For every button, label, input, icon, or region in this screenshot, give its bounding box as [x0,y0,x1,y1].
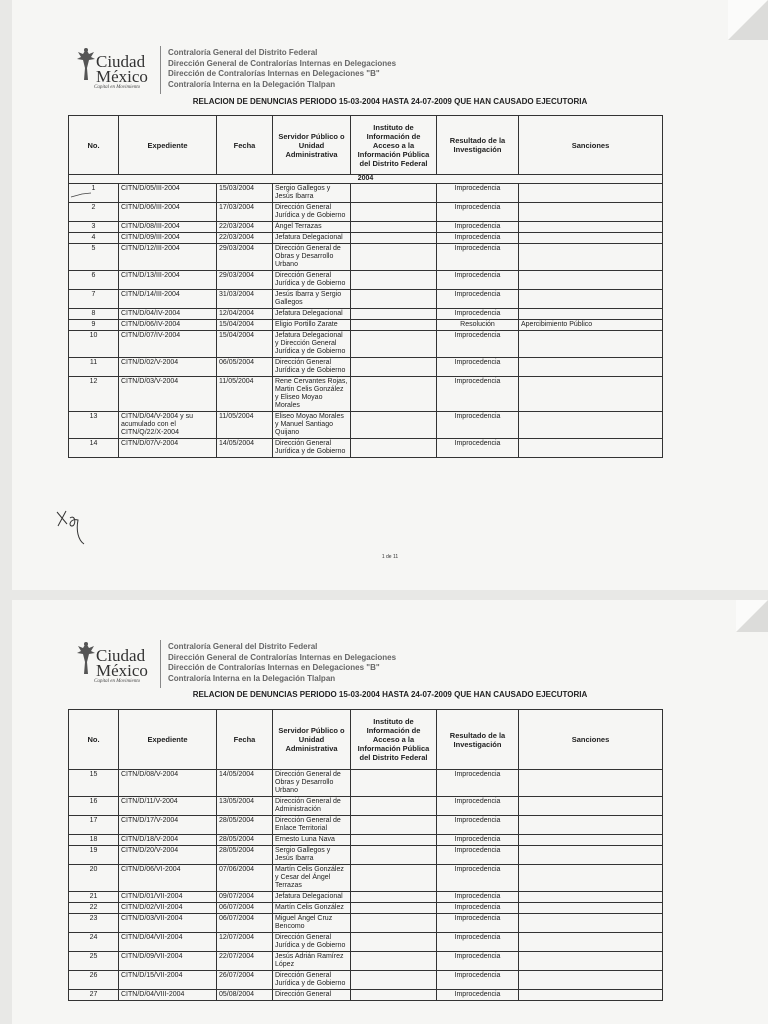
cell-servidor: Dirección General Jurídica y de Gobierno [273,271,351,290]
table-row [69,412,663,439]
table-row [69,184,663,203]
cell-fecha: 31/03/2004 [217,290,273,309]
cell-expediente: CITN/D/08/V-2004 [119,770,217,797]
header-line-2: Dirección General de Contralorías Internas en Delegaciones [168,652,397,662]
cell-no: 21 [69,892,119,903]
cell-expediente: CITN/D/04/V-2004 y su acumulado con el CITN/Q/22/X-2004 [119,412,217,439]
cell-servidor: Dirección General Jurídica y de Gobierno [273,439,351,458]
cell-expediente: CITN/D/01/VII-2004 [119,892,217,903]
cell-sanciones [519,377,663,412]
cell-servidor: Dirección General Jurídica y de Gobierno [273,971,351,990]
table-row [69,244,663,271]
logo-text-mexico: México [96,661,148,680]
cell-fecha: 15/03/2004 [217,184,273,203]
cell-servidor: Eliseo Moyao Morales y Manuel Santiago Quijano [273,412,351,439]
cell-resultado: Improcedencia [437,892,519,903]
cell-sanciones [519,244,663,271]
cell-resultado: Improcedencia [437,331,519,358]
table-row [69,971,663,990]
logo-tagline: Capital en Movimiento [94,85,141,90]
header-line-1: Contraloría General del Distrito Federal [168,642,318,651]
cell-servidor: Sergio Gallegos y Jesús Ibarra [273,184,351,203]
cell-no: 18 [69,835,119,846]
table-row [69,439,663,458]
cell-expediente: CITN/D/09/III-2004 [119,233,217,244]
denuncias-table-page-1 [68,115,663,458]
logo-text-ciudad: Ciudad [96,646,146,665]
cell-servidor: Dirección General de Administración [273,797,351,816]
cell-no: 13 [69,412,119,439]
table-row [69,846,663,865]
cell-expediente: CITN/D/06/VI-2004 [119,865,217,892]
year-divider: 2004 [69,175,663,184]
cell-resultado: Improcedencia [437,377,519,412]
cell-servidor: Dirección General [273,990,351,1001]
cell-instituto [351,990,437,1001]
table-row [69,377,663,412]
col-header-no: No. [69,116,119,175]
cell-sanciones [519,412,663,439]
cell-sanciones [519,865,663,892]
col-header-sanciones: Sanciones [519,710,663,770]
cell-sanciones [519,439,663,458]
table-row [69,770,663,797]
header-divider [160,46,161,94]
cell-fecha: 28/05/2004 [217,846,273,865]
cell-expediente: CITN/D/05/III-2004 [119,184,217,203]
cell-no: 14 [69,439,119,458]
cell-sanciones [519,990,663,1001]
cell-sanciones [519,892,663,903]
cell-expediente: CITN/D/07/V-2004 [119,439,217,458]
cell-instituto [351,770,437,797]
cell-fecha: 29/03/2004 [217,271,273,290]
cell-sanciones [519,271,663,290]
cell-servidor: Jesús Ibarra y Sergio Gallegos [273,290,351,309]
table-body-page-1 [69,184,663,458]
cell-servidor: Dirección General Jurídica y de Gobierno [273,933,351,952]
cell-fecha: 09/07/2004 [217,892,273,903]
cell-resultado: Improcedencia [437,933,519,952]
cell-fecha: 22/07/2004 [217,952,273,971]
cell-sanciones [519,222,663,233]
cell-expediente: CITN/D/02/V-2004 [119,358,217,377]
cell-expediente: CITN/D/13/III-2004 [119,271,217,290]
cell-no: 17 [69,816,119,835]
cell-fecha: 12/04/2004 [217,309,273,320]
cell-no: 11 [69,358,119,377]
cell-fecha: 06/07/2004 [217,914,273,933]
cell-fecha: 15/04/2004 [217,320,273,331]
cell-resultado: Improcedencia [437,244,519,271]
cell-sanciones [519,290,663,309]
table-row [69,865,663,892]
header-lines [168,642,396,684]
table-row [69,358,663,377]
cell-fecha: 14/05/2004 [217,439,273,458]
cell-expediente: CITN/D/04/VIII-2004 [119,990,217,1001]
cell-servidor: Dirección General de Obras y Desarrollo Urbano [273,244,351,271]
col-header-no: No. [69,710,119,770]
cell-instituto [351,320,437,331]
logo-text-mexico: México [96,67,148,86]
cell-fecha: 26/07/2004 [217,971,273,990]
cell-expediente: CITN/D/04/IV-2004 [119,309,217,320]
cell-fecha: 11/05/2004 [217,412,273,439]
page-corner-fold [736,600,768,632]
cell-instituto [351,377,437,412]
cell-servidor: Miguel Ángel Cruz Bencomo [273,914,351,933]
cell-fecha: 05/08/2004 [217,990,273,1001]
angel-emblem-icon [74,640,98,678]
cell-no: 1 [69,184,119,203]
cell-instituto [351,412,437,439]
cell-instituto [351,331,437,358]
col-header-resultado: Resultado de la Investigación [437,116,519,175]
cell-fecha: 15/04/2004 [217,331,273,358]
cell-resultado: Improcedencia [437,990,519,1001]
header-line-1: Contraloría General del Distrito Federal [168,48,318,57]
col-header-fecha: Fecha [217,116,273,175]
cell-instituto [351,933,437,952]
cell-servidor: Rene Cervantes Rojas, Martin Celis González y Eliseo Moyao Morales [273,377,351,412]
cell-no: 19 [69,846,119,865]
cell-sanciones [519,331,663,358]
cell-no: 22 [69,903,119,914]
col-header-expediente: Expediente [119,116,217,175]
header-divider [160,640,161,688]
cell-instituto [351,358,437,377]
col-header-sanciones: Sanciones [519,116,663,175]
cell-resultado: Improcedencia [437,835,519,846]
cell-fecha: 17/03/2004 [217,203,273,222]
cell-servidor: Dirección General Jurídica y de Gobierno [273,358,351,377]
cell-no: 16 [69,797,119,816]
cell-instituto [351,952,437,971]
col-header-servidor: Servidor Público o Unidad Administrativa [273,116,351,175]
denuncias-table-page-2 [68,709,663,1001]
cell-sanciones [519,933,663,952]
cell-fecha: 06/07/2004 [217,903,273,914]
cell-expediente: CITN/D/06/III-2004 [119,203,217,222]
cell-instituto [351,903,437,914]
cell-instituto [351,244,437,271]
ciudad-mexico-logo [74,640,156,688]
cell-expediente: CITN/D/15/VII-2004 [119,971,217,990]
cell-expediente: CITN/D/03/V-2004 [119,377,217,412]
cell-instituto [351,971,437,990]
header-line-4: Contraloría Interna en la Delegación Tlalpan [168,79,336,89]
table-row [69,816,663,835]
cell-resultado: Improcedencia [437,271,519,290]
cell-fecha: 22/03/2004 [217,222,273,233]
cell-instituto [351,835,437,846]
cell-expediente: CITN/D/20/V-2004 [119,846,217,865]
cell-fecha: 28/05/2004 [217,835,273,846]
cell-expediente: CITN/D/02/VII-2004 [119,903,217,914]
cell-expediente: CITN/D/11/V-2004 [119,797,217,816]
cell-fecha: 07/06/2004 [217,865,273,892]
page-corner-fold [728,0,768,40]
cell-expediente: CITN/D/12/III-2004 [119,244,217,271]
table-row [69,835,663,846]
cell-no: 3 [69,222,119,233]
table-row [69,903,663,914]
cell-servidor: Ángel Terrazas [273,222,351,233]
header-line-4: Contraloría Interna en la Delegación Tlalpan [168,673,336,683]
handwritten-tick-mark [70,186,92,204]
cell-servidor: Dirección General de Enlace Territorial [273,816,351,835]
cell-instituto [351,892,437,903]
document-title: RELACION DE DENUNCIAS PERIODO 15-03-2004 HASTA 24-07-2009 QUE HAN CAUSADO EJECUTORIA [192,97,588,106]
cell-resultado: Improcedencia [437,222,519,233]
cell-expediente: CITN/D/18/V-2004 [119,835,217,846]
cell-no: 6 [69,271,119,290]
cell-instituto [351,914,437,933]
cell-sanciones [519,797,663,816]
cell-resultado: Improcedencia [437,203,519,222]
cell-resultado: Improcedencia [437,865,519,892]
cell-servidor: Jesús Adrián Ramírez López [273,952,351,971]
cell-sanciones [519,309,663,320]
cell-sanciones [519,770,663,797]
cell-no: 23 [69,914,119,933]
cell-servidor: Martín Celis González y Cesar del Ángel Terrazas [273,865,351,892]
cell-resultado: Improcedencia [437,770,519,797]
cell-no: 10 [69,331,119,358]
cell-sanciones [519,816,663,835]
document-title: RELACION DE DENUNCIAS PERIODO 15-03-2004 HASTA 24-07-2009 QUE HAN CAUSADO EJECUTORIA [192,690,588,699]
cell-resultado: Improcedencia [437,233,519,244]
cell-resultado: Improcedencia [437,184,519,203]
table-row [69,797,663,816]
cell-sanciones [519,846,663,865]
logo-tagline: Capital en Movimiento [94,679,141,684]
cell-resultado: Improcedencia [437,439,519,458]
cell-servidor: Dirección General Jurídica y de Gobierno [273,203,351,222]
cell-servidor: Eligio Portillo Zarate [273,320,351,331]
logo-text-ciudad: Ciudad [96,52,146,71]
cell-fecha: 12/07/2004 [217,933,273,952]
cell-instituto [351,222,437,233]
cell-no: 24 [69,933,119,952]
table-row [69,933,663,952]
cell-instituto [351,233,437,244]
cell-resultado: Improcedencia [437,952,519,971]
table-body-page-2 [69,770,663,1001]
cell-expediente: CITN/D/06/IV-2004 [119,320,217,331]
cell-resultado: Improcedencia [437,816,519,835]
cell-resultado: Improcedencia [437,797,519,816]
col-header-fecha: Fecha [217,710,273,770]
cell-instituto [351,439,437,458]
cell-resultado: Improcedencia [437,914,519,933]
col-header-expediente: Expediente [119,710,217,770]
cell-fecha: 29/03/2004 [217,244,273,271]
col-header-instituto: Instituto de Información de Acceso a la Información Pública del Distrito Federal [351,710,437,770]
table-row [69,892,663,903]
cell-no: 9 [69,320,119,331]
cell-no: 25 [69,952,119,971]
cell-resultado: Improcedencia [437,309,519,320]
table-row [69,203,663,222]
cell-instituto [351,865,437,892]
cell-sanciones [519,835,663,846]
table-row [69,914,663,933]
cell-instituto [351,290,437,309]
cell-fecha: 22/03/2004 [217,233,273,244]
angel-emblem-icon [74,46,98,84]
header-line-3: Dirección de Contralorías Internas en Delegaciones "B" [168,663,380,672]
cell-servidor: Martín Celis González [273,903,351,914]
cell-instituto [351,184,437,203]
cell-fecha: 11/05/2004 [217,377,273,412]
cell-sanciones [519,971,663,990]
cell-no: 26 [69,971,119,990]
header-line-3: Dirección de Contralorías Internas en Delegaciones "B" [168,69,380,78]
col-header-instituto: Instituto de Información de Acceso a la Información Pública del Distrito Federal [351,116,437,175]
document-page-1 [12,0,768,590]
cell-no: 20 [69,865,119,892]
table-row [69,309,663,320]
table-row [69,952,663,971]
cell-resultado: Improcedencia [437,846,519,865]
cell-no: 4 [69,233,119,244]
cell-no: 12 [69,377,119,412]
cell-sanciones [519,233,663,244]
cell-expediente: CITN/D/14/III-2004 [119,290,217,309]
handwritten-initials [54,500,100,553]
table-row [69,271,663,290]
cell-resultado: Resolución [437,320,519,331]
cell-resultado: Improcedencia [437,358,519,377]
cell-servidor: Jefatura Delegacional [273,892,351,903]
cell-servidor: Ernesto Luna Nava [273,835,351,846]
table-row [69,320,663,331]
cell-expediente: CITN/D/09/VII-2004 [119,952,217,971]
cell-servidor: Jefatura Delegacional y Dirección General Jurídica y de Gobierno [273,331,351,358]
cell-sanciones [519,952,663,971]
cell-sanciones [519,203,663,222]
cell-sanciones [519,914,663,933]
cell-no: 15 [69,770,119,797]
cell-fecha: 06/05/2004 [217,358,273,377]
cell-fecha: 28/05/2004 [217,816,273,835]
cell-expediente: CITN/D/04/VII-2004 [119,933,217,952]
cell-no: 7 [69,290,119,309]
cell-instituto [351,816,437,835]
page-number: 1 de 11 [381,554,399,560]
cell-resultado: Improcedencia [437,903,519,914]
table-row [69,290,663,309]
cell-fecha: 14/05/2004 [217,770,273,797]
cell-expediente: CITN/D/08/III-2004 [119,222,217,233]
ciudad-mexico-logo [74,46,156,94]
cell-sanciones [519,184,663,203]
cell-instituto [351,203,437,222]
table-row [69,990,663,1001]
cell-resultado: Improcedencia [437,412,519,439]
col-header-resultado: Resultado de la Investigación [437,710,519,770]
cell-instituto [351,797,437,816]
cell-expediente: CITN/D/03/VII-2004 [119,914,217,933]
cell-expediente: CITN/D/17/V-2004 [119,816,217,835]
table-row [69,222,663,233]
table-row [69,331,663,358]
cell-sanciones: Apercibimiento Público [519,320,663,331]
cell-instituto [351,309,437,320]
cell-fecha: 13/05/2004 [217,797,273,816]
letterhead [74,640,474,688]
cell-no: 5 [69,244,119,271]
cell-servidor: Sergio Gallegos y Jesús Ibarra [273,846,351,865]
header-lines [168,48,396,90]
letterhead [74,46,474,94]
cell-expediente: CITN/D/07/IV-2004 [119,331,217,358]
cell-servidor: Jefatura Delegacional [273,233,351,244]
header-line-2: Dirección General de Contralorías Internas en Delegaciones [168,58,397,68]
cell-no: 27 [69,990,119,1001]
cell-resultado: Improcedencia [437,971,519,990]
cell-instituto [351,271,437,290]
cell-instituto [351,846,437,865]
cell-no: 2 [69,203,119,222]
cell-sanciones [519,903,663,914]
table-row [69,233,663,244]
cell-sanciones [519,358,663,377]
cell-servidor: Dirección General de Obras y Desarrollo Urbano [273,770,351,797]
document-page-2 [12,600,768,1024]
col-header-servidor: Servidor Público o Unidad Administrativa [273,710,351,770]
cell-resultado: Improcedencia [437,290,519,309]
cell-no: 8 [69,309,119,320]
cell-servidor: Jefatura Delegacional [273,309,351,320]
